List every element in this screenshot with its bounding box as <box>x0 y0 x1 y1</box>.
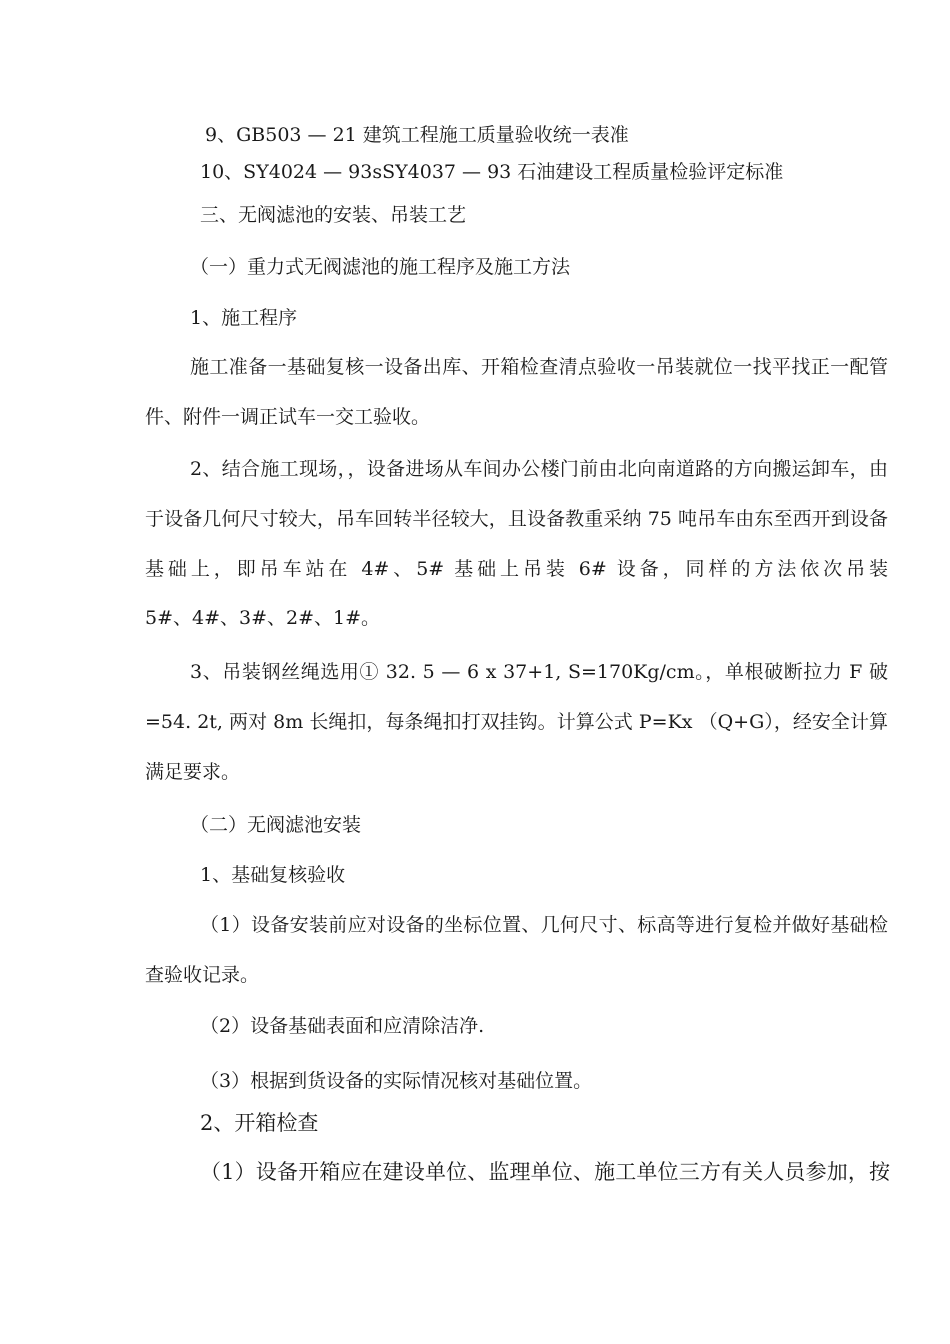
paragraph-procedure-line-1: 施工准备一基础复核一设备出库、开箱检查清点验收一吊装就位一找平找正一配管 <box>190 356 888 378</box>
paragraph-site-line-1: 2、结合施工现场，，设备进场从车间办公楼门前由北向南道路的方向搬运卸车，由 <box>190 458 888 480</box>
paragraph-rope-line-2: =54. 2t, 两对 8m 长绳扣，每条绳扣打双挂钩。计算公式 P=Kx （Q+G），经安全计算 <box>145 711 888 733</box>
subsection-heading-1: （一）重力式无阀滤池的施工程序及施工方法 <box>190 256 571 278</box>
paragraph-rope-line-1: 3、吊装钢丝绳选用① 32. 5 — 6 x 37+1, S=170Kg/cm。，单根破断拉力 F 破 <box>190 661 888 683</box>
paragraph-site-line-2: 于设备几何尺寸较大，吊车回转半径较大，且设备教重采纳 75 吨吊车由东至西开到设备 <box>145 508 888 530</box>
paragraph-foundation-position: （3）根据到货设备的实际情况核对基础位置。 <box>200 1070 593 1092</box>
paragraph-rope-line-3: 满足要求。 <box>145 761 241 783</box>
text-line-standard-10: 10、SY4024 — 93sSY4037 — 93 石油建设工程质量检验评定标准 <box>200 161 784 183</box>
text-line-standard-9: 9、GB503 — 21 建筑工程施工质量验收统一表准 <box>205 124 629 146</box>
paragraph-unpacking-line-1: （1）设备开箱应在建设单位、监理单位、施工单位三方有关人员参加，按 <box>200 1160 890 1184</box>
paragraph-procedure-line-2: 件、附件一调正试车一交工验收。 <box>145 406 431 428</box>
section-heading-3: 三、无阀滤池的安装、吊装工艺 <box>200 204 467 226</box>
item-heading-foundation-check: 1、基础复核验收 <box>200 864 346 886</box>
paragraph-foundation-line-2: 查验收记录。 <box>145 964 260 986</box>
item-heading-construction-procedure: 1、施工程序 <box>190 307 298 329</box>
item-heading-unpacking-inspection: 2、开箱检查 <box>200 1111 319 1135</box>
paragraph-site-line-3: 基础上，即吊车站在 4#、5# 基础上吊装 6# 设备，同样的方法依次吊装 <box>145 558 888 580</box>
paragraph-foundation-clean: （2）设备基础表面和应清除洁净. <box>200 1015 485 1037</box>
paragraph-site-line-4: 5#、4#、3#、2#、1#。 <box>145 607 381 629</box>
subsection-heading-2: （二）无阀滤池安装 <box>190 814 362 836</box>
paragraph-foundation-line-1: （1）设备安装前应对设备的坐标位置、几何尺寸、标高等进行复检并做好基础检 <box>200 914 888 936</box>
